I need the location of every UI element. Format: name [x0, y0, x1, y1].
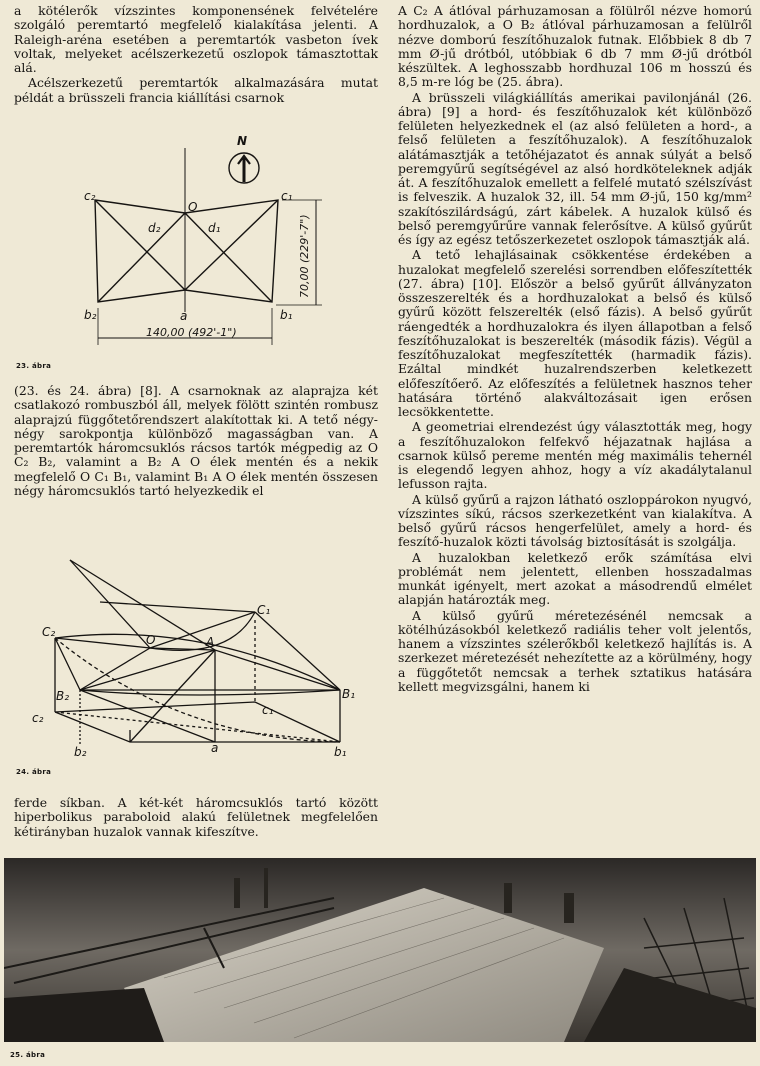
label-b2: b₂ — [84, 308, 97, 322]
paragraph: A tető lehajlásainak csökkentése érdekében a huzalokat megfelelő szerelési sorrendben előfeszítették (27. ábra) [10]. Először a belső gyűrűt állványzaton összeszerelték és a hordhuzalokat a belső és külső gyűrű között felszerelték (első fázis). A belső gyűrűt ráengedték a hordhuzalokra és ilyen állapotban a felső feszítőhuzalokat is beszerelték (második fázis). Végül a feszítőhuzalokat megfeszítették (harmadik fázis). Ezáltal mindkét huzalrendszerben keletkezett előfeszítőerő. Az előfeszítés a felületnek hasznos teher hatására történő alakváltozásait igen erősen lecsökkentette. — [398, 247, 752, 419]
label-B2: B₂ — [56, 689, 70, 703]
paragraph: (23. és 24. ábra) [8]. A csarnoknak az alaprajza két csatlakozó rombuszból áll, melyek fölött szintén rombusz alaprajzú függőtetőrendszert alakítottak ki. A tető négy-négy sarokpontja különböző magasságban van. A peremtartók háromcsuklós rácsos tartók mégpedig az O C₂ B₂, valamint a B₂ A O élek mentén és a nekik megfelelő O C₁ B₁, valamint B₁ A O élek mentén összesen négy háromcsuklós tartó helyezkedik el — [14, 383, 378, 498]
label-b2: b₂ — [74, 745, 87, 759]
figure-24-caption: 24. ábra — [16, 768, 52, 776]
label-b1: b₁ — [280, 308, 293, 322]
label-B1: B₁ — [342, 687, 356, 701]
left-column-middle-text — [14, 384, 378, 499]
figure-25-caption: 25. ábra — [10, 1051, 46, 1059]
figure-25-construction-photo — [4, 858, 756, 1042]
label-A: A — [206, 635, 215, 649]
label-c2: c₂ — [84, 189, 96, 203]
label-c2: c₂ — [32, 711, 44, 725]
paragraph: ferde síkban. A két-két háromcsuklós tartó között hiperbolikus paraboloid alakú felületnek megfelelően kétirányban huzalok vannak kifeszítve. — [14, 795, 378, 839]
paragraph: A külső gyűrű a rajzon látható oszloppárokon nyugvó, vízszintes síkú, rácsos szerkezetként van kialakítva. A belső gyűrű rácsos hengerfelület, amely a hord- és feszítő-huzalok közti távolság biztosítását is szolgálja. — [398, 491, 752, 550]
paragraph: A C₂ A átlóval párhuzamosan a fölülről nézve homorú hordhuzalok, a O B₂ átlóval párhuzamosan a felülről nézve domború feszítőhuzalok futnak. Előbbiek 8 db 7 mm Ø-jű drótból, utóbbiak 6 db 7 mm Ø-jű drótból készültek. A leghosszabb hordhuzal 106 m hosszú és 8,5 m-re lóg be (25. ábra). — [398, 3, 752, 90]
paragraph: A huzalokban keletkező erők számítása elvi problémát nem jelentett, ellenben hosszadalmas munkát igényelt, mert azokat a másodrendű elmélet alapján határozták meg. — [398, 549, 752, 608]
label-O: O — [146, 633, 156, 647]
dimension-height: 70,00 (229'-7") — [298, 214, 311, 298]
label-C1: C₁ — [257, 603, 271, 617]
label-o: O — [188, 200, 198, 214]
paragraph: Acélszerkezetű peremtartók alkalmazására mutat példát a brüsszeli francia kiállítási csarnok — [14, 75, 378, 105]
label-a: a — [211, 741, 219, 755]
north-label: N — [237, 134, 248, 148]
label-d2: d₂ — [148, 221, 161, 235]
left-column-top-text — [14, 4, 378, 106]
label-c1: c₁ — [281, 189, 293, 203]
left-column-bottom-text — [14, 796, 378, 840]
paragraph: A brüsszeli világkiállítás amerikai pavilonjánál (26. ábra) [9] a hord- és feszítőhuzalok két különböző felületen helyezkednek el (az alsó felületen a hord-, a felső felületen a feszítőhuzalok). A feszítőhuzalok alátámasztják a tetőhéjazatot és annak súlyát a belső peremgyűrű segítségével az alsó hordköteleknek adják át. A feszítőhuzalok emellett a felfelé mutató szélszívást is felveszik. A huzalok 32, ill. 54 mm Ø-jű, 150 kg/mm² szakítószilárdságú, zárt kábelek. A huzalok külső és belső peremgyűrűre vannak felerősítve. A külső gyűrűt és így az egész tetőszerkezetet oszlopok támasztják alá. — [398, 89, 752, 247]
paragraph: A geometriai elrendezést úgy választották meg, hogy a feszítőhuzalokon felfekvő héjazatnak hajlása a csarnok külső pereme mentén még maximális tehernél is elegendő legyen ahhoz, hogy a víz akadálytalanul lefusson rajta. — [398, 419, 752, 492]
figure-23-plan-diagram — [60, 130, 380, 350]
paragraph: a kötélerők vízszintes komponensének felvételére szolgáló peremtartó megfelelő kialakítása jelenti. A Raleigh-aréna esetében a peremtartók vasbeton ívek voltak, melyeket acélszerkezetű oszlopok támasztottak alá. — [14, 3, 378, 75]
right-column-text — [398, 4, 752, 695]
figure-24-axonometric-diagram — [20, 550, 380, 760]
dimension-width: 140,00 (492'-1") — [146, 326, 237, 339]
label-c1: c₁ — [262, 703, 274, 717]
label-b1: b₁ — [334, 745, 347, 759]
label-C2: C₂ — [42, 625, 56, 639]
paragraph: A külső gyűrű méretezésénél nemcsak a kötélhúzásokból keletkező radiális teher volt jelentős, hanem a vízszintes szélerőkből keletkező hajlítás is. A szerkezet méretezését nehezítette az a körülmény, hogy a függőtetőt nemcsak a terhek sztatikus hatására kellett megvizsgálni, hanem ki — [398, 607, 752, 694]
label-d1: d₁ — [208, 221, 221, 235]
label-a: a — [180, 309, 188, 323]
figure-23-caption: 23. ábra — [16, 362, 52, 370]
